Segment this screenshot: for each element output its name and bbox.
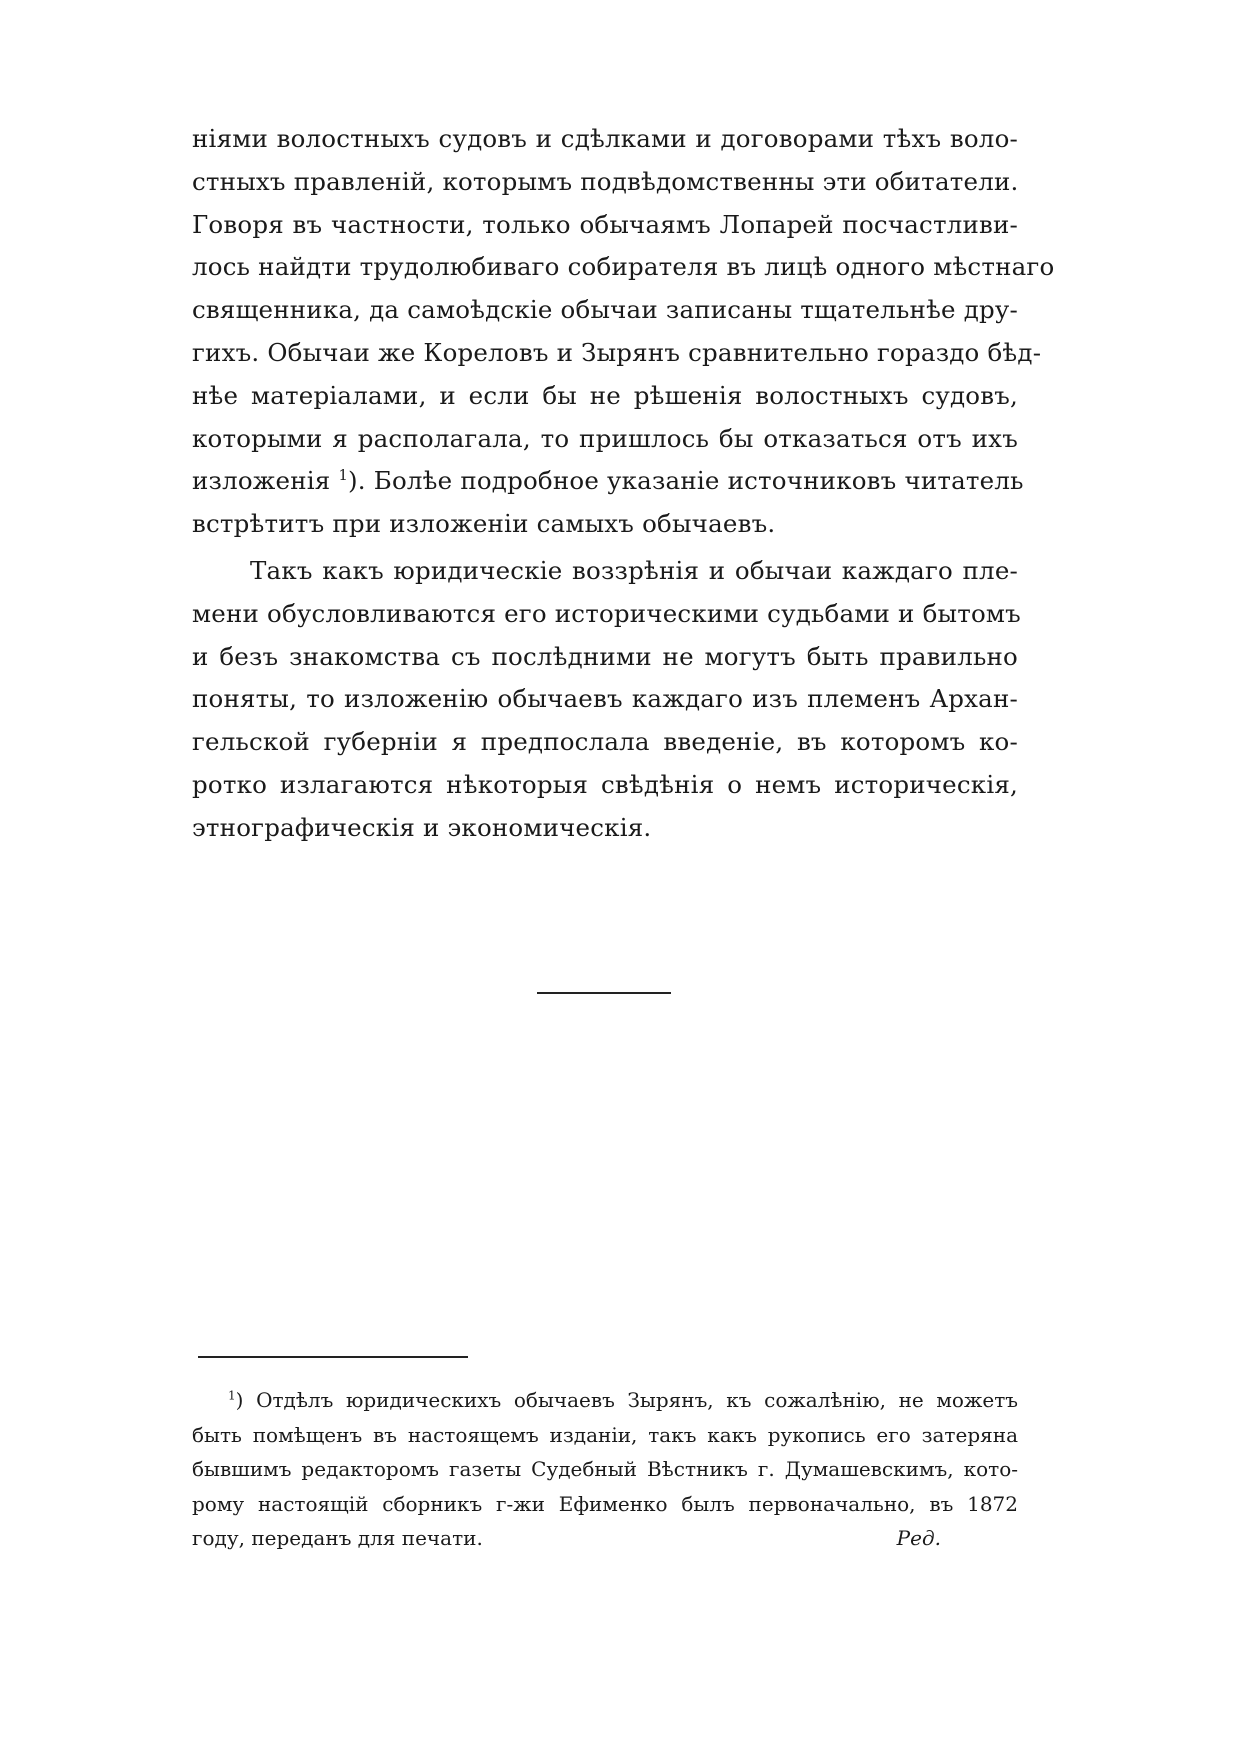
footnote-text: году, переданъ для печати. bbox=[192, 1526, 483, 1550]
text-line: ніями волостныхъ судовъ и сдѣлками и договорами тѣхъ воло- bbox=[192, 124, 1018, 153]
footnote-rule bbox=[198, 1356, 468, 1358]
text-line: Говоря въ частности, только обычаямъ Лопарей посчастливи- bbox=[192, 209, 1018, 239]
text-line: лось найдти трудолюбиваго собирателя въ лицѣ одного мѣстнаго bbox=[192, 252, 1055, 282]
text-line-with-footnote-ref bbox=[192, 460, 1024, 503]
text-fragment: изложенія bbox=[192, 466, 331, 496]
footnote-marker: 1 bbox=[228, 1388, 236, 1403]
editor-signature: Ред. bbox=[896, 1526, 941, 1550]
text-line: этнографическія и экономическія. bbox=[192, 812, 652, 842]
text-line: мени обусловливаются его историческими судьбами и бытомъ bbox=[192, 598, 1021, 628]
text-line: гихъ. Обычаи же Кореловъ и Зырянъ сравнительно гораздо бѣд- bbox=[192, 337, 1042, 367]
text-line: нѣе матеріалами, и если бы не рѣшенія волостныхъ судовъ, bbox=[192, 380, 1018, 410]
section-divider bbox=[537, 992, 671, 994]
text-line: поняты, то изложенію обычаевъ каждаго изъ племенъ Архан- bbox=[192, 684, 1018, 714]
main-text bbox=[192, 118, 1055, 850]
footnote-line: быть помѣщенъ въ настоящемъ изданіи, такъ какъ рукопись его затеряна bbox=[192, 1422, 1018, 1447]
footnote-line bbox=[192, 1521, 1018, 1556]
text-fragment: ). Болѣе подробное указаніе источниковъ читатель bbox=[348, 466, 1024, 496]
text-line: Такъ какъ юридическіе воззрѣнія и обычаи каждаго пле- bbox=[250, 555, 1018, 585]
text-line: стныхъ правленій, которымъ подвѣдомственны эти обитатели. bbox=[192, 166, 1019, 196]
text-line: встрѣтитъ при изложеніи самыхъ обычаевъ. bbox=[192, 509, 776, 539]
text-line: ротко излагаются нѣкоторыя свѣдѣнія о немъ историческія, bbox=[192, 769, 1018, 799]
footnote-line: бывшимъ редакторомъ газеты Судебный Вѣстникъ г. Думашевскимъ, кото- bbox=[192, 1457, 1018, 1481]
text-line: которыми я располагала, то пришлось бы отказаться отъ ихъ bbox=[192, 423, 1018, 453]
text-line: и безъ знакомства съ послѣдними не могутъ быть правильно bbox=[192, 641, 1018, 671]
footnote-line bbox=[192, 1383, 1018, 1418]
text-line: священника, да самоѣдскіе обычаи записаны тщательнѣе дру- bbox=[192, 295, 1019, 325]
footnote-line: рому настоящій сборникъ г-жи Ефименко былъ первоначально, въ 1872 bbox=[192, 1491, 1018, 1516]
paragraph-2 bbox=[192, 550, 1021, 850]
text-line: гельской губерніи я предпослала введеніе, въ которомъ ко- bbox=[192, 727, 1018, 757]
footnote-reference[interactable]: 1 bbox=[338, 467, 349, 485]
footnote-text: ) Отдѣлъ юридическихъ обычаевъ Зырянъ, къ сожалѣнію, не можетъ bbox=[235, 1388, 1018, 1412]
footnote bbox=[192, 1383, 1018, 1556]
